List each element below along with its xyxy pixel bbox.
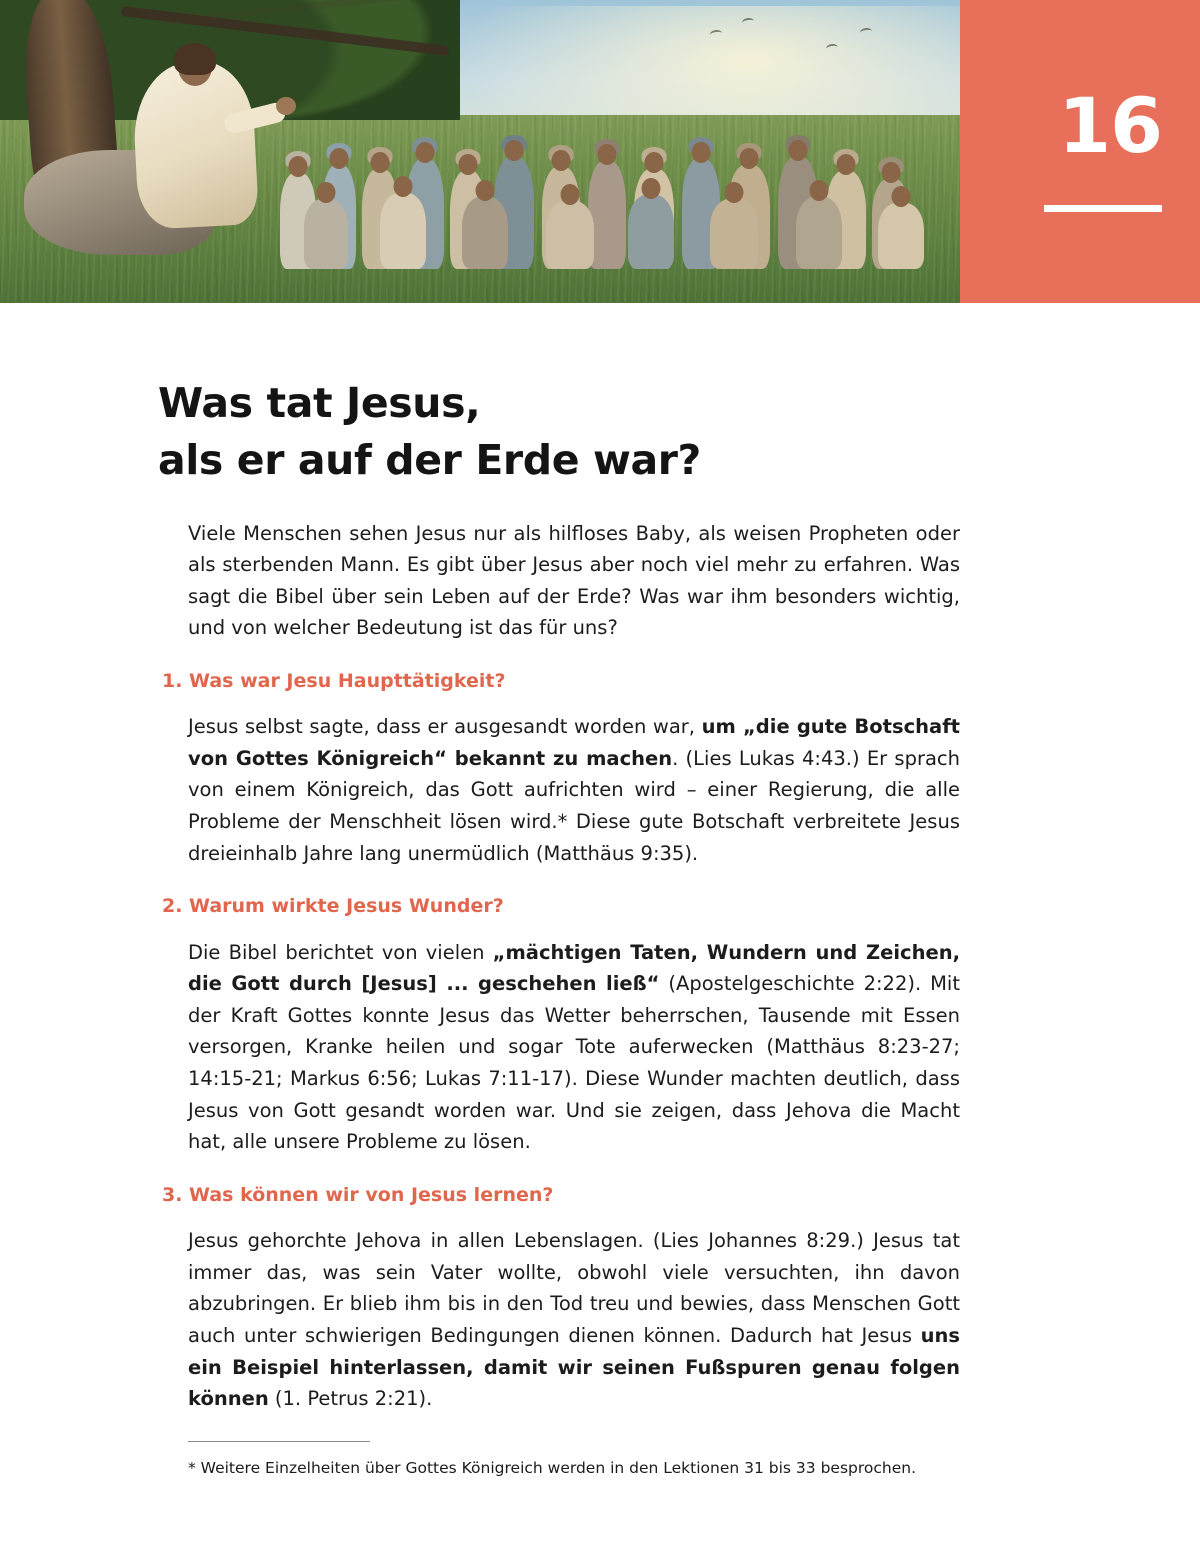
head — [459, 154, 478, 175]
crowd-person — [796, 197, 842, 269]
body-text: Die Bibel berichtet von vielen — [188, 940, 493, 964]
footnote: * Weitere Einzelheiten über Gottes Königreich werden in den Lektionen 31 bis 33 besprochen. — [188, 1459, 917, 1478]
crowd-person — [878, 203, 924, 269]
crowd-group — [250, 94, 950, 269]
head — [725, 182, 744, 203]
crowd-person — [380, 193, 426, 269]
head — [789, 140, 808, 161]
jesus-hair — [174, 43, 216, 75]
head — [561, 184, 580, 205]
head — [645, 152, 664, 173]
emphasis-text: „mächtigen Taten, Wundern und Zeichen, die Gott durch [Jesus] ... geschehen ließ“ — [188, 940, 961, 996]
hero-illustration — [0, 0, 960, 303]
head — [552, 150, 571, 171]
body-text: Jesus gehorchte Jehova in allen Lebenslagen. (Lies Johannes 8:29.) Jesus tat immer das, was sein Vater wollte, obwohl viele versuchten, ihn davon abzubringen. Er blieb ihm bis in den Tod treu und bewies, dass Menschen Gott auch unter schwierigen Bedingungen dienen können. Dadurch hat Jesus — [188, 1229, 960, 1347]
body-text: (1. Petrus 2:21). — [268, 1387, 433, 1411]
head — [371, 152, 390, 173]
page-title-line-1: Was tat Jesus, — [158, 379, 481, 428]
body-text: Jesus selbst sagte, dass er ausgesandt worden war, — [188, 715, 702, 739]
head — [476, 180, 495, 201]
crowd-person — [462, 197, 508, 269]
emphasis-text: uns ein Beispiel hinterlassen, damit wir seinen Fußspuren genau folgen können — [188, 1323, 960, 1411]
head — [892, 186, 911, 207]
lesson-number-box — [960, 0, 1200, 303]
head — [289, 156, 308, 177]
crowd-person — [546, 201, 594, 269]
lesson-number: 16 — [1058, 81, 1162, 170]
emphasis-text: um „die gute Botschaft von Gottes Königreich“ bekannt zu machen — [188, 715, 961, 770]
page-header — [0, 0, 1200, 303]
head — [330, 148, 349, 169]
crowd-person — [710, 199, 758, 269]
body-text: (Apostelgeschichte 2:22). Mit der Kraft Gottes konnte Jesus das Wetter beherrschen, Tausende mit Essen versorgen, Kranke heilen und sogar Tote auferwecken (Matthäus 8:23-27; 14:15-21; Markus 6:56; Lukas 7:11-17). Diese Wunder machten deutlich, dass Jesus von Gott gesandt worden war. Und sie zeigen, dass Jehova die Macht hat, alle unsere Probleme zu lösen. — [188, 972, 960, 1154]
section-heading: 3. Was können wir von Jesus lernen? — [162, 1183, 554, 1206]
qa-sections — [162, 669, 961, 1415]
head — [837, 154, 856, 175]
head — [642, 178, 661, 199]
section-heading: 2. Warum wirkte Jesus Wunder? — [162, 895, 504, 918]
article-body — [162, 498, 961, 1496]
head — [317, 182, 336, 203]
head — [505, 140, 524, 161]
head — [598, 144, 617, 165]
body-text: . (Lies Lukas 4:43.) Er sprach von einem Königreich, das Gott aufrichten wird – einer Regierung, die alle Probleme der Menschheit lösen wird.* Diese gute Botschaft verbreitete Jesus dreieinhalb Jahre lang unermüdlich (Matthäus 9:35). — [188, 746, 960, 865]
head — [882, 162, 901, 183]
crowd-person — [304, 199, 348, 269]
crowd-person — [628, 195, 674, 269]
head — [394, 176, 413, 197]
head — [810, 180, 829, 201]
page-title-line-2: als er auf der Erde war? — [158, 436, 701, 485]
head — [740, 148, 759, 169]
page-title — [158, 375, 1018, 488]
head — [416, 142, 435, 163]
section-paragraph — [188, 937, 960, 1158]
section-paragraph — [188, 711, 960, 869]
intro-paragraph: Viele Menschen sehen Jesus nur als hilfloses Baby, als weisen Propheten oder als sterbenden Mann. Es gibt über Jesus aber noch viel mehr zu erfahren. Was sagt die Bibel über sein Leben auf der Erde? Was war ihm besonders wichtig, und von welcher Bedeutung ist das für uns? — [188, 521, 960, 640]
section-paragraph — [188, 1225, 960, 1414]
footnote-divider — [188, 1441, 370, 1442]
lesson-number-underline — [1044, 205, 1162, 212]
head — [692, 142, 711, 163]
section-heading: 1. Was war Jesu Haupttätigkeit? — [162, 669, 506, 692]
